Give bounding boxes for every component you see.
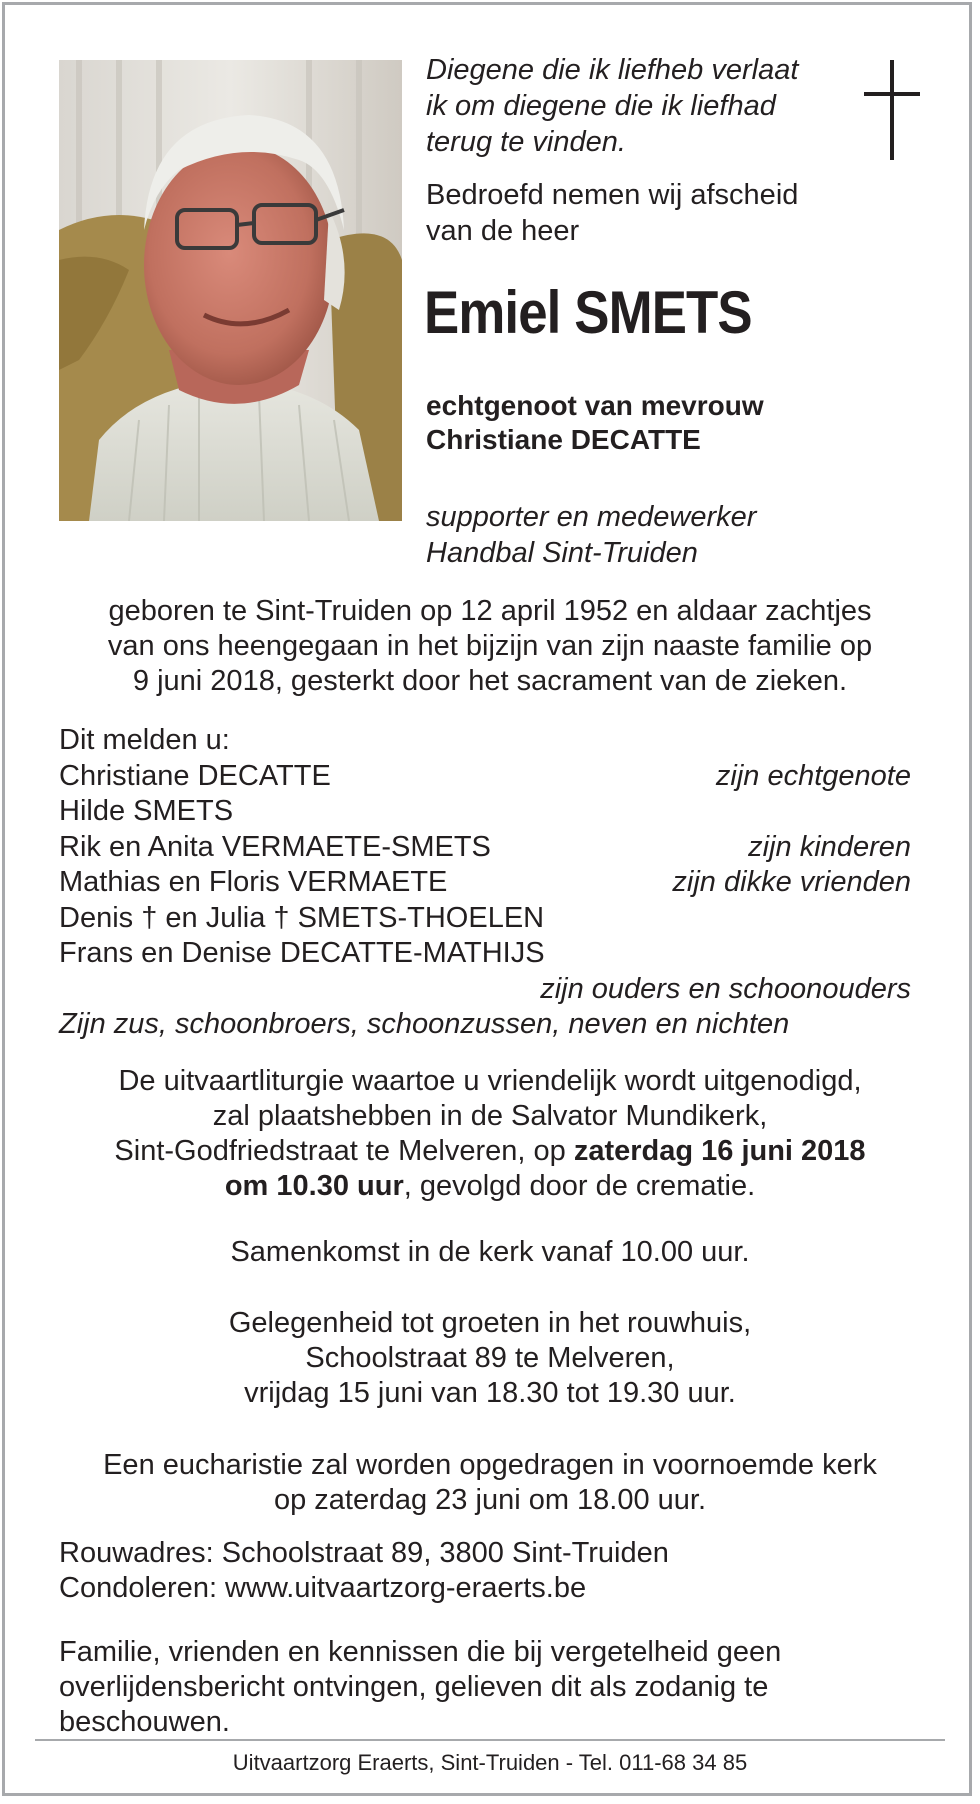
cross-icon [864, 60, 920, 160]
family-row [59, 865, 911, 901]
paragraph-line: geboren te Sint-Truiden op 12 april 1952 en aldaar zachtjes [108, 595, 872, 627]
funeral-location: Sint-Godfriedstraat te Melveren, op [114, 1135, 574, 1167]
greeting-line: Schoolstraat 89 te Melveren, [305, 1342, 675, 1374]
spouse-line: echtgenoot van mevrouw [426, 390, 764, 421]
note-line: overlijdensbericht ontvingen, gelieven dit als zodanig te [59, 1671, 769, 1703]
funeral-cremation: , gevolgd door de crematie. [403, 1170, 756, 1202]
mass-line: op zaterdag 23 juni om 18.00 uur. [273, 1484, 707, 1516]
family-name: Mathias en Floris VERMAETE [59, 866, 448, 898]
paragraph-line: 9 juni 2018, gesterkt door het sacrament van de zieken. [132, 665, 848, 697]
condolence-link[interactable]: Condoleren: www.uitvaartzorg-eraerts.be [59, 1572, 587, 1604]
family-relation: zijn echtgenote [715, 759, 911, 792]
funeral-line: De uitvaartliturgie waartoe u vriendelijk wordt uitgenodigd, [118, 1065, 862, 1097]
memorial-quote [426, 52, 826, 160]
supporter-info [426, 499, 856, 571]
spouse-info [426, 389, 906, 457]
announcement-intro [426, 177, 856, 249]
family-name: Hilde SMETS [59, 795, 234, 827]
deceased-name: Emiel SMETS [424, 279, 752, 346]
note-line: beschouwen. [59, 1706, 230, 1738]
family-relation: zijn dikke vrienden [672, 866, 911, 898]
supporter-line: supporter en medewerker [426, 501, 757, 533]
family-name: Christiane DECATTE [59, 759, 331, 792]
mourning-address: Rouwadres: Schoolstraat 89, 3800 Sint-Truiden [59, 1537, 669, 1569]
supporter-line: Handbal Sint-Truiden [426, 537, 698, 569]
other-relatives: Zijn zus, schoonbroers, schoonzussen, neven en nichten [59, 1008, 790, 1040]
footer-divider [35, 1739, 945, 1741]
family-name: Rik en Anita VERMAETE-SMETS [59, 830, 491, 863]
family-header-text: Dit melden u: [59, 724, 230, 756]
family-name: Denis † en Julia † SMETS-THOELEN [59, 901, 545, 934]
family-row [59, 759, 911, 795]
family-relation: zijn kinderen [748, 830, 911, 863]
parents-relation: zijn ouders en schoonouders [540, 972, 911, 1005]
funeral-line [40, 1169, 940, 1204]
greeting-info [40, 1306, 940, 1411]
quote-line: Diegene die ik liefheb verlaat [426, 54, 799, 86]
family-header [59, 723, 911, 759]
funeral-home-footer: Uitvaartzorg Eraerts, Sint-Truiden - Tel. 011-68 34 85 [232, 1750, 748, 1775]
mass-info [40, 1448, 940, 1518]
family-list [59, 723, 911, 1043]
funeral-line: zal plaatshebben in de Salvator Mundikerk, [212, 1100, 768, 1132]
mass-line: Een eucharistie zal worden opgedragen in voornoemde kerk [103, 1449, 877, 1481]
family-row [59, 901, 911, 937]
family-row [59, 794, 911, 830]
greeting-line: vrijdag 15 juni van 18.30 tot 19.30 uur. [244, 1377, 736, 1409]
closing-note [59, 1635, 919, 1740]
family-row [59, 936, 911, 972]
gathering-info: Samenkomst in de kerk vanaf 10.00 uur. [230, 1236, 750, 1268]
family-row [59, 830, 911, 866]
quote-line: ik om diegene die ik liefhad [426, 90, 776, 122]
intro-line: Bedroefd nemen wij afscheid [426, 179, 799, 211]
funeral-line [40, 1134, 940, 1169]
intro-line: van de heer [426, 215, 580, 247]
greeting-line: Gelegenheid tot groeten in het rouwhuis, [228, 1307, 752, 1339]
funeral-time: om 10.30 uur [224, 1170, 404, 1202]
birth-death-paragraph [40, 594, 940, 699]
quote-line: terug te vinden. [426, 126, 626, 158]
family-name: Frans en Denise DECATTE-MATHIJS [59, 937, 545, 969]
portrait-photo [59, 60, 402, 521]
funeral-paragraph [40, 1064, 940, 1204]
note-line: Familie, vrienden en kennissen die bij vergetelheid geen [59, 1636, 782, 1668]
contact-info [59, 1536, 919, 1606]
spouse-line: Christiane DECATTE [426, 424, 701, 455]
paragraph-line: van ons heengegaan in het bijzijn van zijn naaste familie op [107, 630, 873, 662]
funeral-date: zaterdag 16 juni 2018 [573, 1135, 866, 1167]
